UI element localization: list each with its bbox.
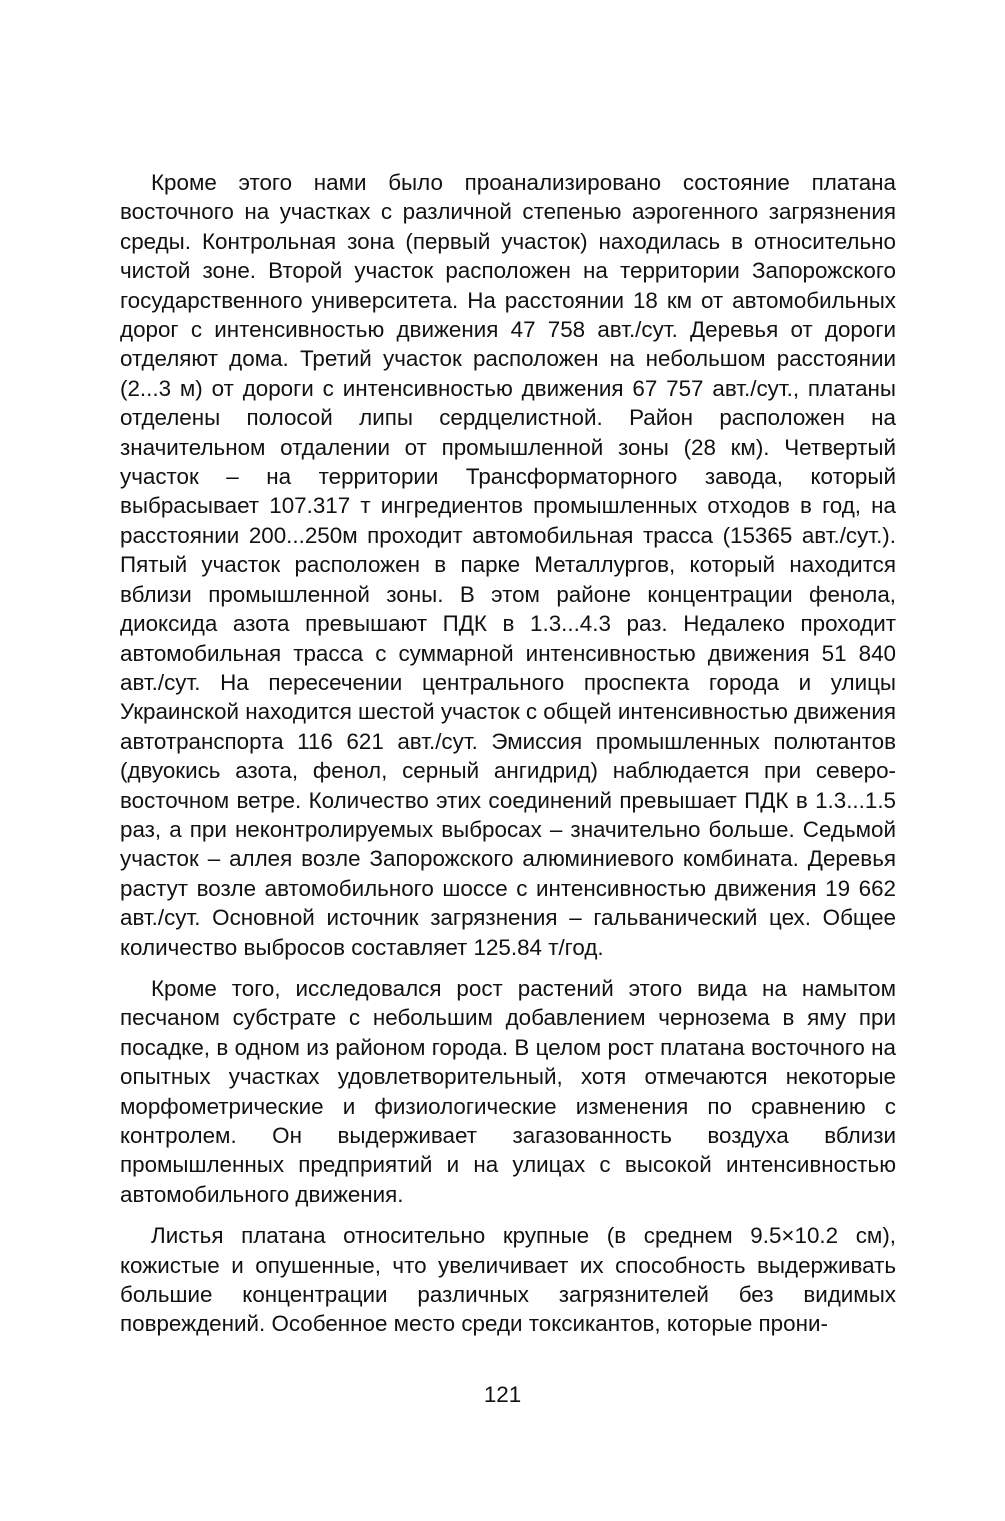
paragraph-2: Кроме того, исследовался рост растений этого вида на намытом песчаном субстрате с небольшим добавлением чернозема в яму при посадке, в одном из районом города. В целом рост платана восточного на опытных участках удовлетворительный, хотя отмечаются некоторые морфометрические и физиологические изменения по сравнению с контролем. Он выдерживает загазованность воздуха вблизи промышленных предприятий и на улицах с высокой интенсивностью автомобильного движения.	[120, 975, 896, 1207]
paragraph-3: Листья платана относительно крупные (в среднем 9.5×10.2 см), кожистые и опушенные, что увеличивает их способность выдерживать большие концентрации различных загрязнителей без видимых повреждений. Особенное место среди токсикантов, которые прони-	[120, 1223, 896, 1337]
paragraph-1: Кроме этого нами было проанализировано состояние платана восточного на участках с различной степенью аэрогенного загрязнения среды. Контрольная зона (первый участок) находилась в относительно чистой зоне. Второй участок расположен на территории Запорожского государственного университета. На расстоянии 18 км от автомобильных дорог с интенсивностью движения 47 758 авт./сут. Деревья от дороги отделяют дома. Третий участок расположен на небольшом расстоянии (2...3 м) от дороги с интенсивностью движения 67 757 авт./сут., платаны отделены полосой липы сердцелистной. Район расположен на значительном отдалении от промышленной зоны (28 км). Четвертый участок – на территории Трансформаторного завода, который выбрасывает 107.317 т ингредиентов промышленных отходов в год, на расстоянии 200...250м проходит автомобильная трасса (15365 авт./сут.). Пятый участок расположен в парке Металлургов, который находится вблизи промышленной зоны. В этом районе концентрации фенола, диоксида азота превышают ПДК в 1.3...4.3 раз. Недалеко проходит автомобильная трасса с суммарной интенсивностью движения 51 840 авт./сут. На пересечении центрального проспекта города и улицы Украинской находится шестой участок с общей интенсивностью движения автотранспорта 116 621 авт./сут. Эмиссия промышленных полютантов (двуокись азота, фенол, серный ангидрид) наблюдается при северо-восточном ветре. Количество этих соединений превышает ПДК в 1.3...1.5 раз, а при неконтролируемых выбросах – значительно больше. Седьмой участок – аллея возле Запорожского алюминиевого комбината. Деревья растут возле автомобильного шоссе с интенсивностью движения 19 662 авт./сут. Основной источник загрязнения – гальванический цех. Общее количество выбросов составляет 125.84 т/год.	[120, 170, 897, 960]
page-number: 121	[483, 1382, 522, 1407]
page-body	[120, 168, 896, 1339]
